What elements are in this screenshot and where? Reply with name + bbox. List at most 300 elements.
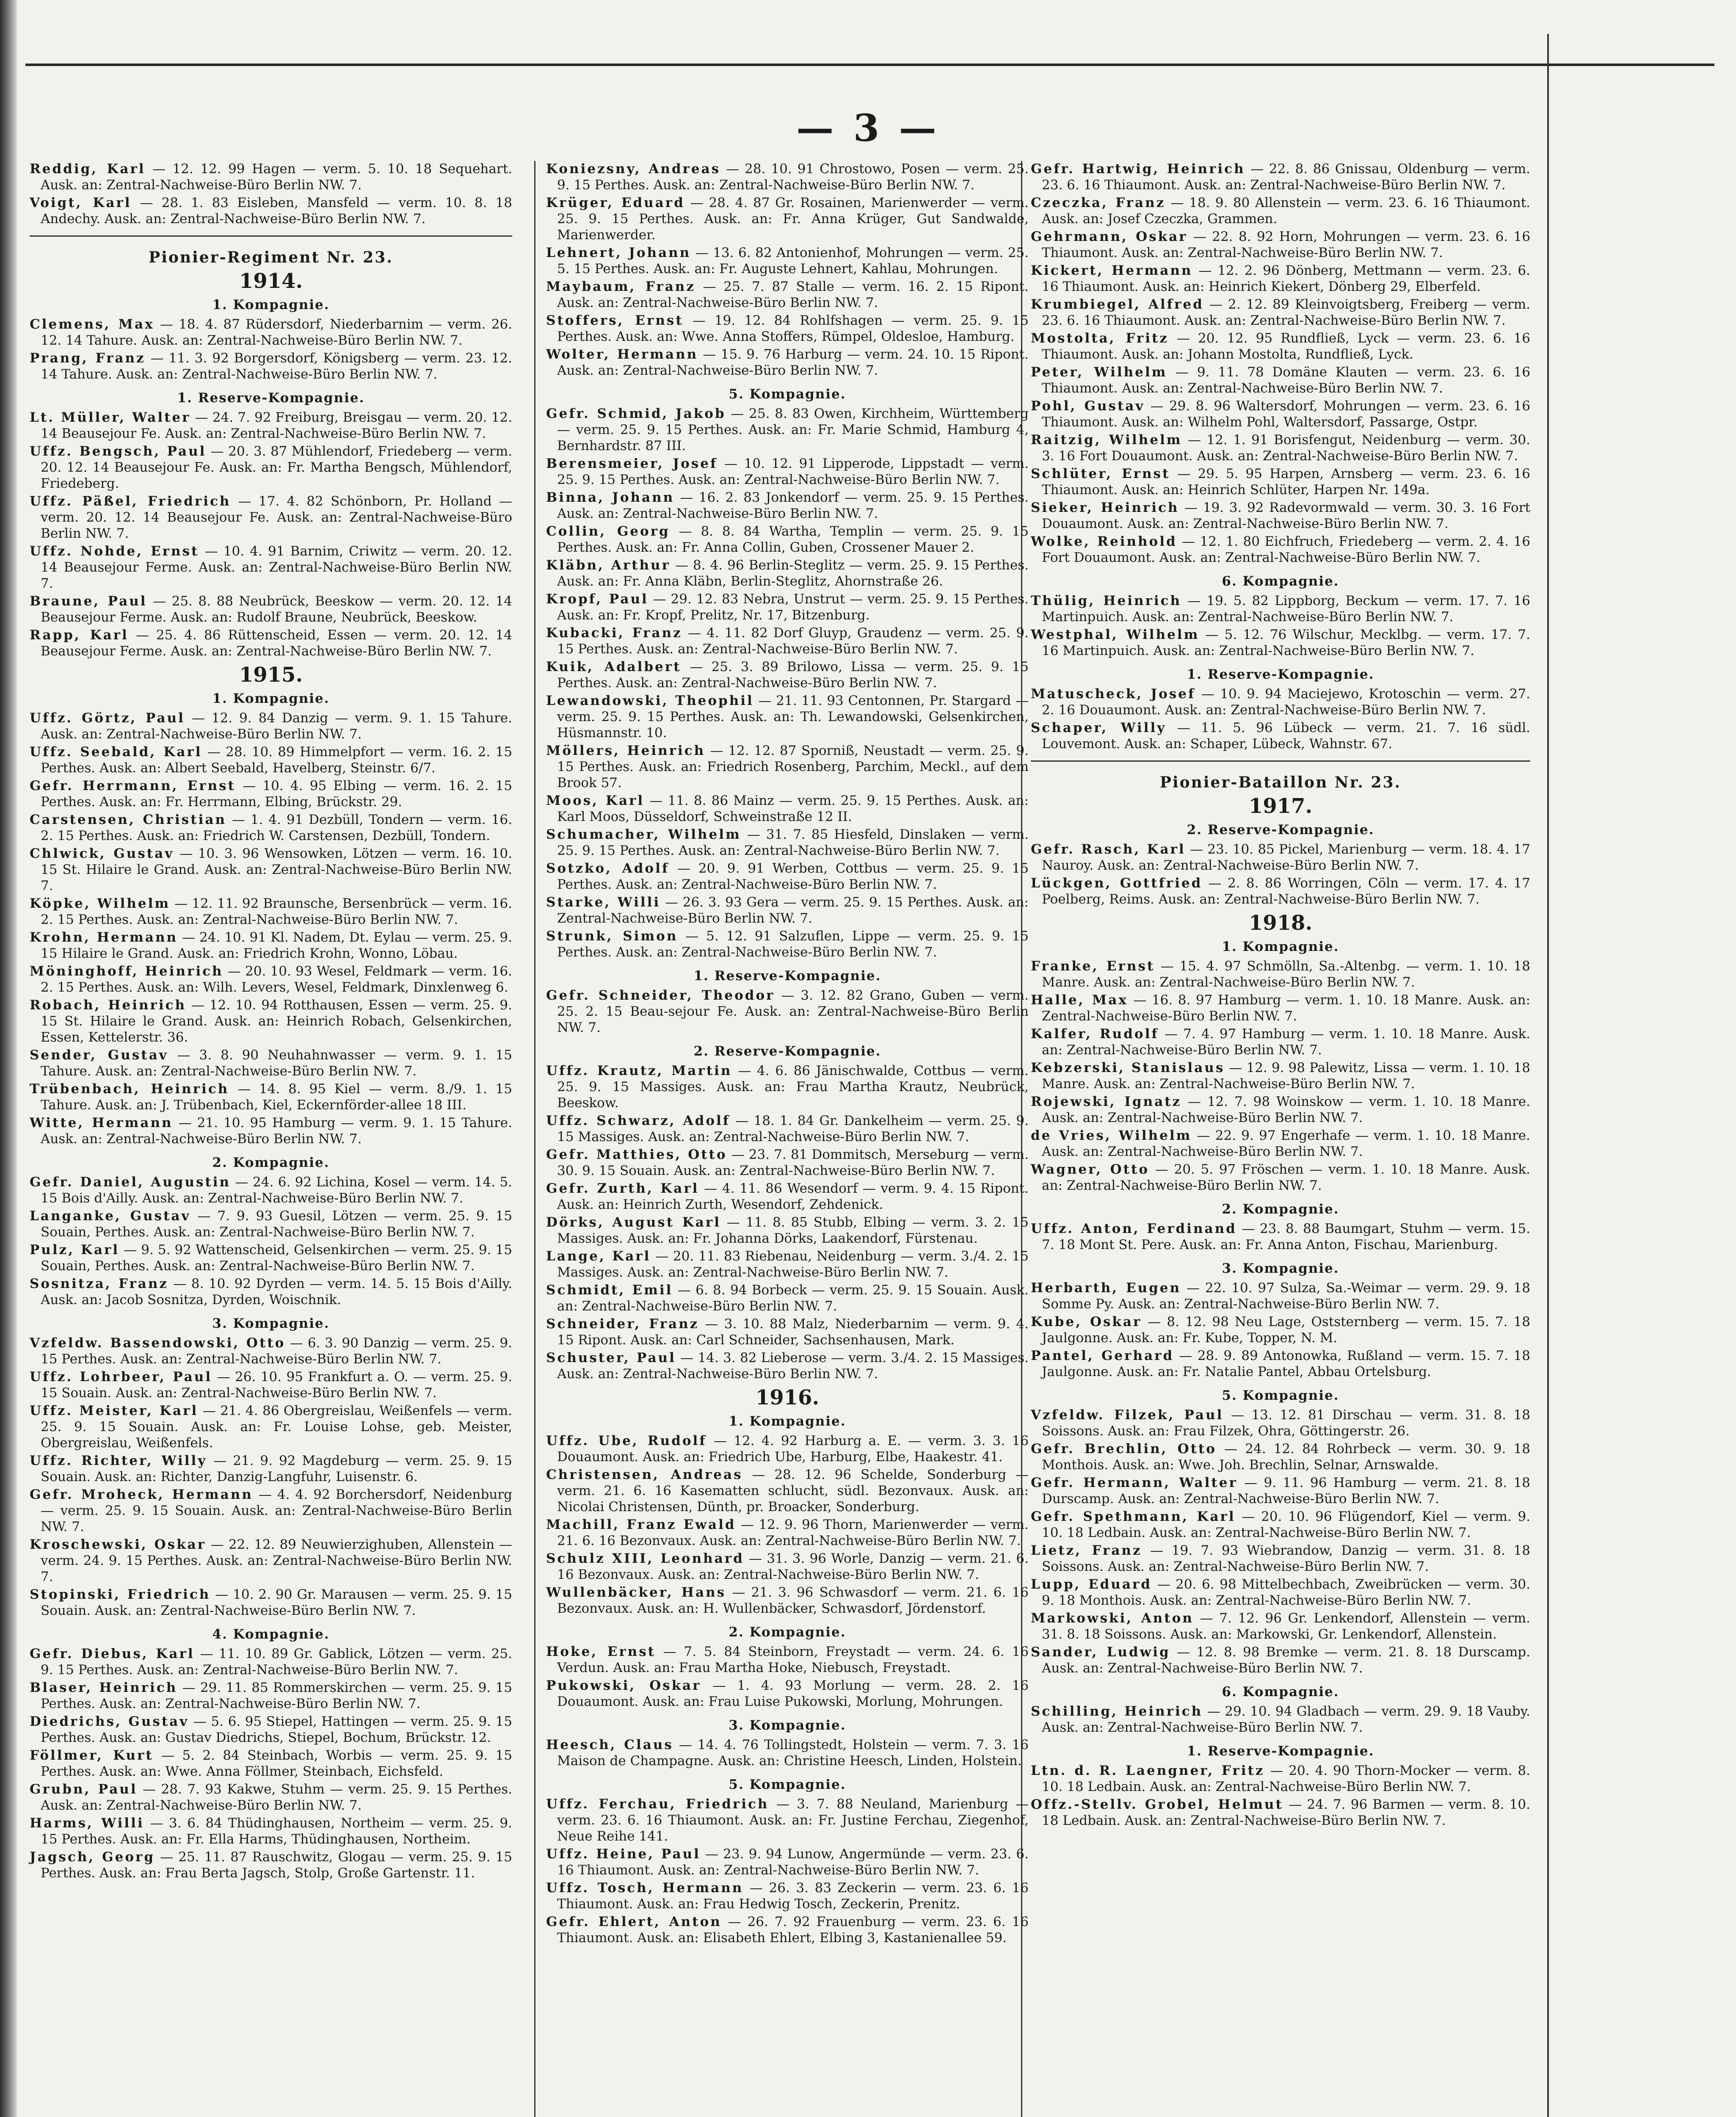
entry-name: Gefr. Herrmann, Ernst [30, 778, 236, 793]
entry-name: Krumbiegel, Alfred [1031, 297, 1204, 312]
entry-name: Hoke, Ernst [546, 1644, 656, 1659]
entry-text: — 14. 4. 76 Tollingstedt, Holstein — verm. 7. 3. 16 Maison de Champagne. Ausk. an: Christine Heesch, Linden, Holstein. [557, 1737, 1029, 1769]
casualty-entry [546, 1113, 1029, 1145]
entry-list [546, 406, 1029, 960]
entry-name: Diedrichs, Gustav [30, 1714, 189, 1729]
entry-name: Markowski, Anton [1031, 1611, 1194, 1626]
casualty-entry [30, 1713, 512, 1746]
casualty-entry [30, 493, 512, 542]
casualty-entry [30, 627, 512, 659]
entry-name: Kroschewski, Oskar [30, 1537, 206, 1552]
company-heading: 2. Reserve-Kompagnie. [1187, 822, 1374, 837]
entry-name: Voigt, Karl [30, 195, 132, 210]
entry-list [1031, 958, 1530, 1194]
entry-name: Gefr. Rasch, Karl [1031, 842, 1186, 857]
entry-name: Christensen, Andreas [546, 1467, 743, 1482]
casualty-entry [30, 744, 512, 776]
section-rule [1031, 760, 1530, 762]
entry-name: Uffz. Tosch, Hermann [546, 1880, 744, 1896]
entry-name: Gefr. Zurth, Karl [546, 1181, 699, 1196]
casualty-entry [30, 543, 512, 591]
casualty-entry [546, 1433, 1029, 1465]
entry-text: — 3. 10. 88 Malz, Niederbarnim — verm. 9. 4. 15 Ripont. Ausk. an: Carl Schneider, Sachsenhausen, Mark. [557, 1316, 1029, 1348]
entry-text: — 15. 4. 97 Schmölln, Sa.-Altenbg. — verm. 1. 10. 18 Manre. Ausk. an: Zentral-Nachweise-Büro Berlin NW. 7. [1042, 959, 1531, 990]
entry-text: — 25. 8. 83 Owen, Kirchheim, Württemberg — verm. 25. 9. 15 Perthes. Ausk. an: Fr. Marie Schmid, Hamburg 4, Bernhardstr. 87 III. [557, 406, 1029, 453]
entry-name: Maybaum, Franz [546, 279, 696, 294]
entry-name: Köpke, Wilhelm [30, 896, 171, 911]
entry-text: — 31. 3. 96 Worle, Danzig — verm. 21. 6. 16 Bezonvaux. Ausk. an: Zentral-Nachweise-Büro Berlin NW. 7. [557, 1551, 1029, 1582]
entry-name: Gefr. Schmid, Jakob [546, 406, 726, 421]
casualty-entry [30, 1487, 512, 1535]
entry-name: Dörks, August Karl [546, 1215, 721, 1230]
entry-text: — 1. 4. 91 Dezbüll, Tondern — verm. 16. 2. 15 Perthes. Ausk. an: Friedrich W. Carstensen, Dezbüll, Tondern. [41, 812, 512, 843]
entry-list [546, 1063, 1029, 1382]
top-rule [25, 64, 1714, 66]
entry-name: Kickert, Hermann [1031, 263, 1193, 278]
casualty-entry [30, 161, 512, 193]
entry-text: — 21. 9. 92 Magdeburg — verm. 25. 9. 15 Souain. Ausk. an: Richter, Danzig-Langfuhr, Luisenstr. 6. [41, 1453, 512, 1484]
entry-name: Grubn, Paul [30, 1782, 138, 1797]
casualty-entry [1031, 1161, 1530, 1194]
entry-name: Franke, Ernst [1031, 959, 1155, 974]
casualty-entry [546, 1517, 1029, 1549]
entry-text: — 11. 8. 86 Mainz — verm. 25. 9. 15 Perthes. Ausk. an: Karl Moos, Düsseldorf, Schweinstraße 12 II. [557, 793, 1029, 824]
entry-name: Strunk, Simon [546, 929, 678, 944]
entry-text: — 28. 4. 87 Gr. Rosainen, Marienwerder — verm. 25. 9. 15 Perthes. Ausk. an: Fr. Anna Krüger, Gut Sandwalde, Marienwerder. [557, 195, 1029, 243]
casualty-entry [1031, 1094, 1530, 1126]
entry-name: Lückgen, Gottfried [1031, 876, 1203, 891]
entry-name: Lietz, Franz [1031, 1543, 1142, 1558]
casualty-entry [1031, 1128, 1530, 1160]
entry-text: — 22. 8. 86 Gnissau, Oldenburg — verm. 23. 6. 16 Thiaumont. Ausk. an: Zentral-Nachweise-Büro Berlin NW. 7. [1042, 161, 1530, 193]
entry-text: — 7. 4. 97 Hamburg — verm. 1. 10. 18 Manre. Ausk. an: Zentral-Nachweise-Büro Berlin NW. 7. [1042, 1026, 1530, 1058]
entry-name: Uffz. Richter, Willy [30, 1453, 207, 1468]
entry-text: — 8. 12. 98 Neu Lage, Oststernberg — verm. 15. 7. 18 Jaulgonne. Ausk. an: Fr. Kube, Topper, N. M. [1042, 1314, 1531, 1346]
entry-name: Gefr. Daniel, Augustin [30, 1175, 231, 1190]
casualty-entry [546, 1914, 1029, 1946]
casualty-entry [30, 1849, 512, 1881]
casualty-entry [546, 743, 1029, 791]
entry-text: — 21. 11. 93 Centonnen, Pr. Stargard — verm. 25. 9. 15 Perthes. Ausk. an: Th. Lewandowski, Gelsenkirchen, Hüsmannstr. 10. [557, 693, 1029, 741]
entry-name: Witte, Hermann [30, 1115, 173, 1130]
entry-list [30, 409, 512, 659]
entry-name: Heesch, Claus [546, 1737, 673, 1752]
casualty-entry [546, 1846, 1029, 1878]
entry-list [546, 1737, 1029, 1769]
casualty-entry [546, 1678, 1029, 1710]
company-heading: 5. Kompagnie. [729, 387, 846, 402]
casualty-entry [546, 245, 1029, 277]
entry-name: Collin, Georg [546, 524, 670, 539]
entry-name: Vzfeldw. Bassendowski, Otto [30, 1335, 286, 1351]
casualty-entry [30, 929, 512, 962]
casualty-entry [1031, 1542, 1530, 1575]
entry-name: Föllmer, Kurt [30, 1748, 154, 1763]
entry-text: — 10. 9. 94 Maciejewo, Krotoschin — verm. 27. 2. 16 Douaumont. Ausk. an: Zentral-Nachweise-Büro Berlin NW. 7. [1042, 686, 1530, 718]
entry-list [30, 1646, 512, 1881]
entry-name: Uffz. Seebald, Karl [30, 744, 202, 760]
entry-text: — 5. 12. 76 Wilschur, Mecklbg. — verm. 17. 7. 16 Martinpuich. Ausk. an: Zentral-Nachweise-Büro Berlin NW. 7. [1042, 627, 1530, 658]
company-heading: 5. Kompagnie. [1222, 1388, 1339, 1403]
casualty-entry [546, 693, 1029, 741]
entry-name: Uffz. Päßel, Friedrich [30, 494, 231, 509]
casualty-entry [1031, 1644, 1530, 1676]
entry-text: — 29. 5. 95 Harpen, Arnsberg — verm. 23. 6. 16 Thiaumont. Ausk. an: Heinrich Schlüter, Harpen Nr. 149a. [1042, 466, 1530, 497]
entry-text: — 20. 6. 98 Mittelbechbach, Zweibrücken — verm. 30. 9. 18 Monthois. Ausk. an: Zentral-Nachweise-Büro Berlin NW. 7. [1042, 1577, 1530, 1608]
casualty-entry [30, 1174, 512, 1206]
entry-text: — 12. 9. 96 Thorn, Marienwerder — verm. 21. 6. 16 Bezonvaux. Ausk. an: Zentral-Nachweise-Büro Berlin NW. 7. [557, 1517, 1029, 1548]
casualty-entry [546, 1584, 1029, 1617]
casualty-entry [1031, 364, 1530, 396]
entry-list [30, 1174, 512, 1308]
entry-name: Gefr. Spethmann, Karl [1031, 1509, 1236, 1524]
entry-list [30, 710, 512, 1147]
entry-text: — 20. 10. 96 Flügendorf, Kiel — verm. 9. 10. 18 Ledbain. Ausk. an: Zentral-Nachweise-Büro Berlin NW. 7. [1042, 1509, 1531, 1540]
casualty-entry [546, 1644, 1029, 1676]
entry-text: — 3. 6. 84 Thüdinghausen, Northeim — verm. 25. 9. 15 Perthes. Ausk. an: Fr. Ella Harms, Thüdinghausen, Northeim. [41, 1816, 512, 1847]
casualty-entry [1031, 296, 1530, 329]
entry-list [30, 1335, 512, 1619]
entry-name: Uffz. Heine, Paul [546, 1846, 701, 1862]
casualty-entry [546, 1180, 1029, 1213]
entry-text: — 28. 10. 91 Chrostowo, Posen — verm. 25. 9. 15 Perthes. Ausk. an: Zentral-Nachweise-Büro Berlin NW. 7. [557, 161, 1029, 193]
entry-text: — 20. 12. 95 Rundfließ, Lyck — verm. 23. 6. 16 Thiaumont. Ausk. an: Johann Mostolta, Rundfließ, Lyck. [1042, 331, 1530, 362]
entry-text: — 9. 5. 92 Wattenscheid, Gelsenkirchen — verm. 25. 9. 15 Souain, Perthes. Ausk. an: Zentral-Nachweise-Büro Berlin NW. 7. [41, 1242, 512, 1274]
entry-text: — 9. 11. 96 Hamburg — verm. 21. 8. 18 Durscamp. Ausk. an: Zentral-Nachweise-Büro Berlin NW. 7. [1042, 1475, 1530, 1506]
battalion-heading: Pionier-Bataillon Nr. 23. [1159, 774, 1402, 791]
entry-text: — 23. 7. 81 Dommitsch, Merseburg — verm. 30. 9. 15 Souain. Ausk. an: Zentral-Nachweise-Büro Berlin NW. 7. [557, 1147, 1029, 1178]
casualty-entry [1031, 466, 1530, 498]
entry-list [1031, 1280, 1530, 1380]
casualty-entry [546, 1880, 1029, 1912]
entry-text: — 22. 10. 97 Sulza, Sa.-Weimar — verm. 29. 9. 18 Somme Py. Ausk. an: Zentral-Nachweise-Büro Berlin NW. 7. [1042, 1280, 1530, 1312]
casualty-entry [30, 812, 512, 844]
entry-text: — 16. 8. 97 Hamburg — verm. 1. 10. 18 Manre. Ausk. an: Zentral-Nachweise-Büro Berlin NW. 7. [1042, 992, 1530, 1024]
entry-text: — 20. 9. 91 Werben, Cottbus — verm. 25. 9. 15 Perthes. Ausk. an: Zentral-Nachweise-Büro Berlin NW. 7. [557, 861, 1029, 892]
company-heading: 4. Kompagnie. [212, 1627, 330, 1642]
entry-text: — 6. 8. 94 Borbeck — verm. 25. 9. 15 Souain. Ausk. an: Zentral-Nachweise-Büro Berlin NW. 7. [557, 1282, 1029, 1314]
entry-text: — 12. 2. 96 Dönberg, Mettmann — verm. 23. 6. 16 Thiaumont. Ausk. an: Heinrich Kiekert, Dönberg 29, Elberfeld. [1042, 263, 1530, 294]
casualty-entry [546, 860, 1029, 893]
casualty-entry [30, 1815, 512, 1847]
entry-name: Vzfeldw. Filzek, Paul [1031, 1407, 1224, 1423]
entry-text: — 6. 3. 90 Danzig — verm. 25. 9. 15 Perthes. Ausk. an: Zentral-Nachweise-Büro Berlin NW. 7. [41, 1335, 512, 1367]
entry-text: — 11. 10. 89 Gr. Gablick, Lötzen — verm. 25. 9. 15 Perthes. Ausk. an: Zentral-Nachweise-Büro Berlin NW. 7. [41, 1646, 512, 1678]
regiment-heading: Pionier-Regiment Nr. 23. [149, 249, 393, 266]
casualty-entry [30, 316, 512, 348]
casualty-entry [546, 591, 1029, 623]
entry-name: Raitzig, Wilhelm [1031, 432, 1182, 448]
entry-name: Koniezsny, Andreas [546, 161, 721, 177]
casualty-entry [546, 1550, 1029, 1583]
casualty-entry [30, 1537, 512, 1585]
casualty-entry [1031, 686, 1530, 718]
entry-name: Blaser, Heinrich [30, 1680, 178, 1695]
casualty-entry [30, 1047, 512, 1079]
entry-text: — 26. 7. 92 Frauenburg — verm. 23. 6. 16 Thiaumont. Ausk. an: Elisabeth Ehlert, Elbing 3, Kastanienallee 59. [557, 1914, 1029, 1946]
casualty-entry [1031, 1407, 1530, 1439]
casualty-entry [546, 1147, 1029, 1179]
entry-text: — 24. 7. 92 Freiburg, Breisgau — verm. 20. 12. 14 Beausejour Fe. Ausk. an: Zentral-Nachweise-Büro Berlin NW. 7. [41, 410, 512, 441]
entry-text: — 4. 4. 92 Borchersdorf, Neidenburg — verm. 25. 9. 15 Souain. Ausk. an: Zentral-Nachweise-Büro Berlin NW. 7. [41, 1487, 512, 1534]
casualty-entry [546, 1467, 1029, 1515]
casualty-entry [546, 659, 1029, 691]
company-heading: 6. Kompagnie. [1222, 1684, 1339, 1700]
entry-name: Gefr. Hermann, Walter [1031, 1475, 1238, 1490]
entry-text: — 12. 12. 87 Sporniß, Neustadt — verm. 25. 9. 15 Perthes. Ausk. an: Friedrich Rosenberg, Parchim, Meckl., auf dem Brook 57. [557, 743, 1029, 790]
casualty-entry [546, 406, 1029, 454]
year-heading: 1914. [239, 269, 303, 293]
entry-text: — 31. 7. 85 Hiesfeld, Dinslaken — verm. 25. 9. 15 Perthes. Ausk. an: Zentral-Nachweise-Büro Berlin NW. 7. [557, 827, 1029, 858]
entry-name: Uffz. Krautz, Martin [546, 1063, 732, 1078]
casualty-entry [30, 895, 512, 928]
entry-text: — 5. 6. 95 Stiepel, Hattingen — verm. 25. 9. 15 Perthes. Ausk. an: Gustav Diedrichs, Stiepel, Bochum, Brückstr. 12. [41, 1714, 512, 1745]
casualty-entry [30, 997, 512, 1045]
entry-name: Reddig, Karl [30, 161, 146, 177]
entry-text: — 1. 4. 93 Morlung — verm. 28. 2. 16 Douaumont. Ausk. an: Frau Luise Pukowski, Morlung, Mohrungen. [557, 1678, 1029, 1709]
entry-text: — 16. 2. 83 Jonkendorf — verm. 25. 9. 15 Perthes. Ausk. an: Zentral-Nachweise-Büro Berlin NW. 7. [557, 490, 1029, 521]
casualty-entry [1031, 1576, 1530, 1608]
entry-text: — 20. 10. 93 Wesel, Feldmark — verm. 16. 2. 15 Perthes. Ausk. an: Wilh. Levers, Wesel, Feldmark, Dinxlenweg 6. [41, 964, 512, 995]
entry-list [546, 1796, 1029, 1946]
entry-text: — 12. 12. 99 Hagen — verm. 5. 10. 18 Sequehart. Ausk. an: Zentral-Nachweise-Büro Berlin NW. 7. [41, 161, 512, 193]
casualty-entry [30, 1781, 512, 1813]
entry-text: — 21. 3. 96 Schwasdorf — verm. 21. 6. 16 Bezonvaux. Ausk. an: H. Wullenbäcker, Schwasdorf, Jördenstorf. [557, 1585, 1029, 1616]
casualty-entry [546, 1282, 1029, 1314]
entry-name: Stopinski, Friedrich [30, 1587, 211, 1602]
entry-list [30, 161, 512, 227]
entry-text: — 14. 3. 82 Lieberose — verm. 3./4. 2. 15 Massiges. Ausk. an: Zentral-Nachweise-Büro Berlin NW. 7. [557, 1350, 1029, 1382]
company-heading: 1. Kompagnie. [1222, 939, 1339, 954]
entry-text: — 3. 12. 82 Grano, Guben — verm. 25. 2. 15 Beau-sejour Fe. Ausk. an: Zentral-Nachweise-Büro Berlin NW. 7. [557, 988, 1029, 1035]
company-heading: 1. Reserve-Kompagnie. [1187, 1744, 1374, 1759]
column-2 [546, 161, 1029, 1948]
entry-text: — 23. 8. 88 Baumgart, Stuhm — verm. 15. 7. 18 Mont St. Pere. Ausk. an: Fr. Anna Anton, Fischau, Marienburg. [1042, 1221, 1531, 1252]
entry-list [1031, 1703, 1530, 1736]
entry-text: — 2. 8. 86 Worringen, Cöln — verm. 17. 4. 17 Poelberg, Reims. Ausk. an: Zentral-Nachweise-Büro Berlin NW. 7. [1042, 876, 1530, 907]
casualty-entry [30, 1646, 512, 1678]
casualty-entry [30, 1453, 512, 1485]
casualty-entry [1031, 593, 1530, 625]
entry-text: — 5. 12. 91 Salzuflen, Lippe — verm. 25. 9. 15 Perthes. Ausk. an: Zentral-Nachweise-Büro Berlin NW. 7. [557, 929, 1029, 960]
entry-name: Harms, Willi [30, 1816, 144, 1831]
entry-text: — 20. 3. 87 Mühlendorf, Friedeberg — verm. 20. 12. 14 Beausejour Fe. Ausk. an: Fr. Martha Bengsch, Mühlendorf, Friedeberg. [41, 444, 512, 491]
company-heading: 3. Kompagnie. [729, 1718, 846, 1733]
casualty-entry [1031, 720, 1530, 752]
entry-text: — 3. 7. 88 Neuland, Marienburg — verm. 23. 6. 16 Thiaumont. Ausk. an: Fr. Justine Ferchau, Ziegenhof, Neue Reihe 141. [557, 1796, 1029, 1844]
entry-text: — 25. 3. 89 Brilowo, Lissa — verm. 25. 9. 15 Perthes. Ausk. an: Zentral-Nachweise-Büro Berlin NW. 7. [557, 659, 1029, 691]
entry-list [546, 161, 1029, 379]
entry-name: Carstensen, Christian [30, 812, 226, 827]
entry-text: — 19. 7. 93 Wiebrandow, Danzig — verm. 31. 8. 18 Soissons. Ausk. an: Zentral-Nachweise-Büro Berlin NW. 7. [1042, 1543, 1530, 1574]
entry-list [1031, 1221, 1530, 1253]
entry-list [546, 987, 1029, 1036]
casualty-entry [30, 1242, 512, 1274]
entry-name: Gefr. Mroheck, Hermann [30, 1487, 253, 1502]
section-rule [30, 235, 512, 237]
entry-name: Schneider, Franz [546, 1316, 699, 1332]
casualty-entry [30, 846, 512, 894]
entry-text: — 19. 3. 92 Radevormwald — verm. 30. 3. 16 Fort Douaumont. Ausk. an: Zentral-Nachweise-Büro Berlin NW. 7. [1042, 500, 1530, 531]
entry-text: — 12. 9. 98 Palewitz, Lissa — verm. 1. 10. 18 Manre. Ausk. an: Zentral-Nachweise-Büro Berlin NW. 7. [1042, 1060, 1531, 1092]
entry-name: Schumacher, Wilhelm [546, 827, 741, 842]
entry-name: Gefr. Matthies, Otto [546, 1147, 727, 1162]
entry-text: — 24. 12. 84 Rohrbeck — verm. 30. 9. 18 Monthois. Ausk. an: Wwe. Joh. Brechlin, Selnar, Arnswalde. [1042, 1441, 1530, 1473]
company-heading: 2. Kompagnie. [212, 1155, 330, 1170]
casualty-entry [546, 1316, 1029, 1348]
entry-text: — 8. 10. 92 Dyrden — verm. 14. 5. 15 Bois d'Ailly. Ausk. an: Jacob Sosnitza, Dyrden, Woischnik. [41, 1276, 513, 1307]
entry-name: Schlüter, Ernst [1031, 466, 1170, 481]
entry-text: — 15. 9. 76 Harburg — verm. 24. 10. 15 Ripont. Ausk. an: Zentral-Nachweise-Büro Berlin NW. 7. [557, 347, 1029, 378]
entry-name: Jagsch, Georg [30, 1849, 155, 1865]
company-heading: 3. Kompagnie. [212, 1316, 330, 1331]
entry-text: — 8. 4. 96 Berlin-Steglitz — verm. 25. 9. 15 Perthes. Ausk. an: Fr. Anna Kläbn, Berlin-Steglitz, Ahornstraße 26. [557, 558, 1029, 589]
entry-text: — 26. 10. 95 Frankfurt a. O. — verm. 25. 9. 15 Souain. Ausk. an: Zentral-Nachweise-Büro Berlin NW. 7. [41, 1369, 512, 1401]
entry-name: Uffz. Lohrbeer, Paul [30, 1369, 213, 1385]
entry-text: — 29. 11. 85 Rommerskirchen — verm. 25. 9. 15 Perthes. Ausk. an: Zentral-Nachweise-Büro Berlin NW. 7. [41, 1680, 512, 1711]
entry-list [1031, 686, 1530, 752]
column-1 [30, 161, 512, 1883]
company-heading: 1. Reserve-Kompagnie. [177, 390, 365, 406]
entry-text: — 10. 4. 91 Barnim, Criwitz — verm. 20. 12. 14 Beausejour Ferme. Ausk. an: Zentral-Nachweise-Büro Berlin NW. 7. [41, 544, 512, 591]
entry-name: Uffz. Anton, Ferdinand [1031, 1221, 1237, 1236]
entry-text: — 11. 8. 85 Stubb, Elbing — verm. 3. 2. 15 Massiges. Ausk. an: Fr. Johanna Dörks, Laakendorf, Fürstenau. [557, 1215, 1029, 1246]
year-heading: 1916. [755, 1386, 820, 1409]
entry-text: — 7. 12. 96 Gr. Lenkendorf, Allenstein — verm. 31. 8. 18 Soissons. Ausk. an: Markowski, Gr. Lenkendorf, Allenstein. [1042, 1611, 1531, 1642]
entry-list [1031, 841, 1530, 907]
entry-name: Stoffers, Ernst [546, 313, 684, 328]
entry-name: Kube, Oskar [1031, 1314, 1142, 1329]
entry-name: Offz.-Stellv. Grobel, Helmut [1031, 1797, 1283, 1812]
entry-name: Sotzko, Adolf [546, 861, 670, 876]
year-heading: 1915. [239, 663, 303, 687]
entry-text: — 24. 7. 96 Barmen — verm. 8. 10. 18 Ledbain. Ausk. an: Zentral-Nachweise-Büro Berlin NW. 7. [1042, 1797, 1530, 1828]
entry-text: — 12. 9. 84 Danzig — verm. 9. 1. 15 Tahure. Ausk. an: Zentral-Nachweise-Büro Berlin NW. 7. [41, 710, 512, 742]
entry-text: — 22. 12. 89 Neuwierzighuben, Allenstein — verm. 24. 9. 15 Perthes. Ausk. an: Zentral-Nachweise-Büro Berlin NW. 7. [41, 1537, 512, 1584]
casualty-entry [1031, 263, 1530, 295]
casualty-entry [546, 195, 1029, 243]
casualty-entry [30, 1747, 512, 1780]
entry-name: Sender, Gustav [30, 1047, 168, 1063]
entry-text: — 25. 7. 87 Stalle — verm. 16. 2. 15 Ripont. Ausk. an: Zentral-Nachweise-Büro Berlin NW. 7. [557, 279, 1029, 310]
entry-name: Gefr. Brechlin, Otto [1031, 1441, 1217, 1456]
entry-text: — 3. 8. 90 Neuhahnwasser — verm. 9. 1. 15 Tahure. Ausk. an: Zentral-Nachweise-Büro Berlin NW. 7. [41, 1047, 512, 1079]
entry-name: Uffz. Görtz, Paul [30, 710, 185, 726]
entry-text: — 19. 5. 82 Lippborg, Beckum — verm. 17. 7. 16 Martinpuich. Ausk. an: Zentral-Nachweise-Büro Berlin NW. 7. [1042, 593, 1530, 625]
entry-name: Clemens, Max [30, 317, 155, 332]
entry-text: — 28. 1. 83 Eisleben, Mansfeld — verm. 10. 8. 18 Andechy. Ausk. an: Zentral-Nachweise-Büro Berlin NW. 7. [41, 195, 512, 227]
casualty-entry [546, 489, 1029, 522]
entry-text: — 8. 8. 84 Wartha, Templin — verm. 25. 9. 15 Perthes. Ausk. an: Fr. Anna Collin, Guben, Crossener Mauer 2. [557, 524, 1029, 555]
entry-name: Chlwick, Gustav [30, 846, 174, 861]
entry-name: Sosnitza, Franz [30, 1276, 169, 1291]
entry-name: Gefr. Diebus, Karl [30, 1646, 195, 1661]
casualty-entry [30, 443, 512, 492]
casualty-entry [1031, 533, 1530, 566]
casualty-entry [1031, 1348, 1530, 1380]
entry-name: Gefr. Ehlert, Anton [546, 1914, 722, 1929]
entry-text: — 18. 9. 80 Allenstein — verm. 23. 6. 16 Thiaumont. Ausk. an: Josef Czeczka, Grammen. [1042, 195, 1531, 227]
entry-name: Robach, Heinrich [30, 998, 187, 1013]
casualty-entry [30, 350, 512, 382]
company-heading: 2. Kompagnie. [1222, 1202, 1339, 1217]
entry-text: — 20. 11. 83 Riebenau, Neidenburg — verm. 3./4. 2. 15 Massiges. Ausk. an: Zentral-Nachweise-Büro Berlin NW. 7. [557, 1249, 1029, 1280]
entry-name: Wagner, Otto [1031, 1162, 1150, 1177]
entry-text: — 4. 11. 86 Wesendorf — verm. 9. 4. 15 Ripont. Ausk. an: Heinrich Zurth, Wesendorf, Zehdenick. [557, 1181, 1029, 1212]
entry-text: — 28. 9. 89 Antonowka, Rußland — verm. 15. 7. 18 Jaulgonne. Ausk. an: Fr. Natalie Pantel, Abbau Ortelsburg. [1042, 1348, 1531, 1379]
entry-text: — 18. 1. 84 Gr. Dankelheim — verm. 25. 9. 15 Massiges. Ausk. an: Zentral-Nachweise-Büro Berlin NW. 7. [557, 1113, 1029, 1144]
entry-text: — 12. 1. 80 Eichfruch, Friedeberg — verm. 2. 4. 16 Fort Douaumont. Ausk. an: Zentral-Nachweise-Büro Berlin NW. 7. [1042, 534, 1531, 565]
entry-name: Schaper, Willy [1031, 720, 1167, 735]
casualty-entry [1031, 432, 1530, 464]
company-heading: 1. Reserve-Kompagnie. [693, 968, 881, 984]
entry-text: — 12. 7. 98 Woinskow — verm. 1. 10. 18 Manre. Ausk. an: Zentral-Nachweise-Büro Berlin NW. 7. [1042, 1094, 1530, 1125]
entry-name: Kuik, Adalbert [546, 659, 682, 674]
entry-name: Gehrmann, Oskar [1031, 229, 1188, 244]
entry-text: — 4. 6. 86 Jänischwalde, Cottbus — verm. 25. 9. 15 Massiges. Ausk. an: Frau Martha Krautz, Neubrück, Beeskow. [557, 1063, 1029, 1111]
entry-name: Uffz. Nohde, Ernst [30, 544, 199, 559]
entry-name: Krüger, Eduard [546, 195, 685, 210]
casualty-entry [546, 987, 1029, 1036]
company-heading: 1. Kompagnie. [212, 297, 330, 312]
casualty-entry [30, 1208, 512, 1240]
entry-name: Langanke, Gustav [30, 1208, 191, 1224]
entry-text: — 9. 11. 78 Domäne Klauten — verm. 23. 6. 16 Thiaumont. Ausk. an: Zentral-Nachweise-Büro Berlin NW. 7. [1042, 365, 1530, 396]
company-heading: 2. Kompagnie. [729, 1625, 846, 1640]
casualty-entry [30, 1081, 512, 1113]
entry-name: Sieker, Heinrich [1031, 500, 1179, 515]
entry-text: — 10. 12. 91 Lipperode, Lippstadt — verm. 25. 9. 15 Perthes. Ausk. an: Zentral-Nachweise-Büro Berlin NW. 7. [557, 456, 1029, 487]
entry-name: Uffz. Ube, Rudolf [546, 1433, 707, 1448]
entry-name: Braune, Paul [30, 594, 147, 609]
entry-text: — 23. 9. 94 Lunow, Angermünde — verm. 23. 6. 16 Thiaumont. Ausk. an: Zentral-Nachweise-Büro Berlin NW. 7. [557, 1846, 1029, 1878]
entry-text: — 29. 12. 83 Nebra, Unstrut — verm. 25. 9. 15 Perthes. Ausk. an: Fr. Kropf, Prelitz, Nr. 17, Bitzenburg. [557, 591, 1029, 623]
entry-name: Binna, Johann [546, 490, 675, 505]
entry-name: Pohl, Gustav [1031, 398, 1145, 414]
entry-name: Kubacki, Franz [546, 625, 682, 641]
casualty-entry [1031, 1703, 1530, 1736]
column-3 [1031, 161, 1530, 1830]
company-heading: 3. Kompagnie. [1222, 1261, 1339, 1276]
entry-name: Rojewski, Ignatz [1031, 1094, 1182, 1109]
casualty-entry [546, 1737, 1029, 1769]
entry-text: — 29. 8. 96 Waltersdorf, Mohrungen — verm. 23. 6. 16 Thiaumont. Ausk. an: Wilhelm Pohl, Waltersdorf, Passarge, Ostpr. [1042, 398, 1530, 430]
entry-text: — 28. 12. 96 Schelde, Sonderburg — verm. 21. 6. 16 Kasematten schlucht, südl. Bezonvaux. Ausk. an: Nicolai Christensen, Dünth, pr. Broacker, Sonderburg. [557, 1467, 1029, 1515]
casualty-entry [1031, 195, 1530, 227]
entry-text: — 23. 10. 85 Pickel, Marienburg — verm. 18. 4. 17 Nauroy. Ausk. an: Zentral-Nachweise-Büro Berlin NW. 7. [1042, 842, 1530, 873]
entry-text: — 13. 6. 82 Antonienhof, Mohrungen — verm. 25. 5. 15 Perthes. Ausk. an: Fr. Auguste Lehnert, Kahlau, Mohrungen. [557, 245, 1029, 276]
casualty-entry [30, 710, 512, 742]
casualty-entry [546, 928, 1029, 960]
casualty-entry [1031, 1280, 1530, 1312]
casualty-entry [30, 1115, 512, 1147]
company-heading: 1. Kompagnie. [212, 691, 330, 706]
entry-name: Peter, Wilhelm [1031, 365, 1167, 380]
entry-name: Kläbn, Arthur [546, 558, 671, 573]
casualty-entry [30, 1369, 512, 1401]
entry-text: — 2. 12. 89 Kleinvoigtsberg, Freiberg — verm. 23. 6. 16 Thiaumont. Ausk. an: Zentral-Nachweise-Büro Berlin NW. 7. [1042, 297, 1530, 328]
entry-text: — 26. 3. 93 Gera — verm. 25. 9. 15 Perthes. Ausk. an: Zentral-Nachweise-Büro Berlin NW. 7. [557, 895, 1029, 926]
casualty-entry [546, 557, 1029, 589]
casualty-entry [30, 195, 512, 227]
casualty-entry [1031, 500, 1530, 532]
entry-name: Westphal, Wilhelm [1031, 627, 1200, 642]
casualty-entry [546, 1063, 1029, 1111]
entry-name: Wolke, Reinhold [1031, 534, 1177, 549]
casualty-entry [1031, 992, 1530, 1024]
casualty-entry [1031, 627, 1530, 659]
casualty-entry [546, 625, 1029, 657]
